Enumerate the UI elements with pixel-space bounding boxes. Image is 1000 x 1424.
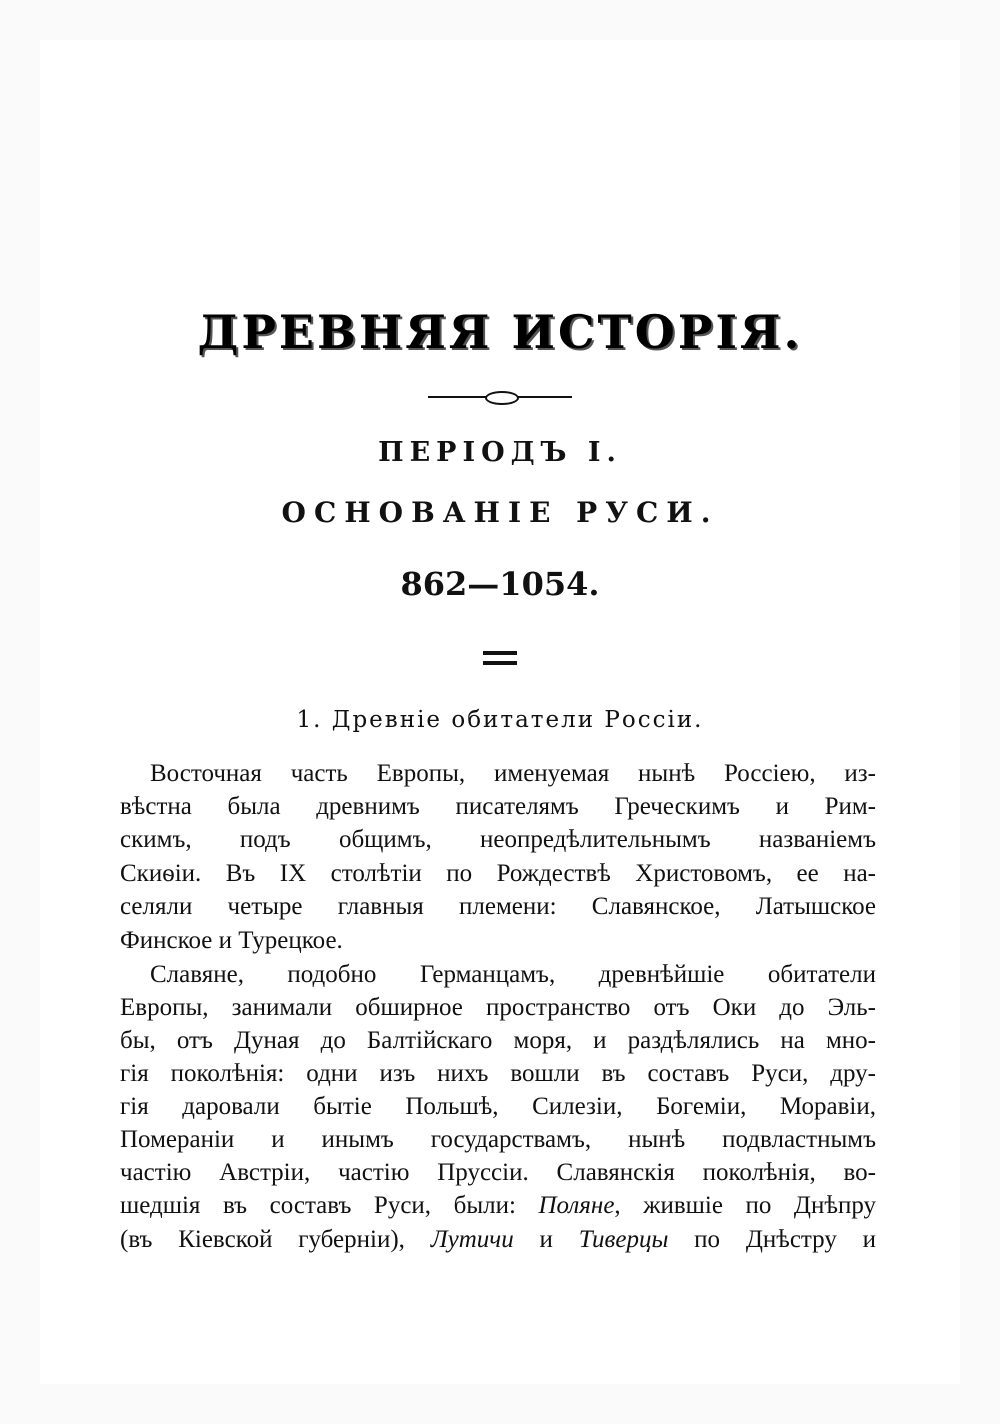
- text-line: гія даровали бытіе Польшѣ, Силезіи, Богеміи, Моравіи,: [120, 1093, 876, 1120]
- text-line: Восточная часть Европы, именуемая нынѣ Россіею, из-: [150, 760, 876, 787]
- text: по Днѣстру и: [668, 1226, 876, 1253]
- text-line: Финское и Турецкое.: [120, 927, 343, 954]
- text: (въ Кіевской губерніи),: [120, 1226, 431, 1253]
- text-line: Европы, занимали обширное пространство отъ Оки до Эль-: [120, 994, 876, 1021]
- text-line: скимъ, подъ общимъ, неопредѣлительнымъ названіемъ: [120, 826, 876, 853]
- section-heading: 1. Древніе обитатели Россіи.: [296, 707, 704, 733]
- text-line: вѣстна была древнимъ писателямъ Греческимъ и Рим-: [120, 793, 876, 820]
- text-line: Славяне, подобно Германцамъ, древнѣйшіе обитатели: [150, 961, 876, 988]
- italic-term: Поляне: [538, 1192, 615, 1219]
- text-line: Скиѳіи. Въ IX столѣтіи по Рождествѣ Христовомъ, ее на-: [120, 860, 876, 887]
- period-years: 862—1054.: [400, 565, 600, 603]
- period-number: ПЕРІОДЪ I.: [378, 437, 622, 468]
- text: , жившіе по Днѣпру: [614, 1192, 876, 1219]
- text-line: гія поколѣнія: одни изъ нихъ вошли въ составъ Руси, дру-: [120, 1060, 876, 1087]
- text-line: частію Австріи, частію Пруссіи. Славянскія поколѣнія, во-: [120, 1159, 876, 1186]
- text: и: [513, 1226, 579, 1253]
- text-line: селяли четыре главныя племени: Славянское, Латышское: [120, 893, 876, 920]
- period-title: ОСНОВАНІЕ РУСИ.: [281, 496, 719, 529]
- italic-term: Тиверцы: [578, 1226, 669, 1253]
- text-line: [120, 1190, 876, 1222]
- book-title: ДРЕВНЯЯ ИСТОРІЯ.: [197, 305, 803, 359]
- italic-term: Лутичи: [430, 1226, 514, 1253]
- text-line: [120, 1224, 876, 1256]
- text-line: бы, отъ Дуная до Балтійскаго моря, и раздѣлялись на мно-: [120, 1027, 876, 1054]
- text: шедшія въ составъ Руси, были:: [120, 1192, 539, 1219]
- text-line: Помераніи и инымъ государствамъ, нынѣ подвластнымъ: [120, 1126, 876, 1153]
